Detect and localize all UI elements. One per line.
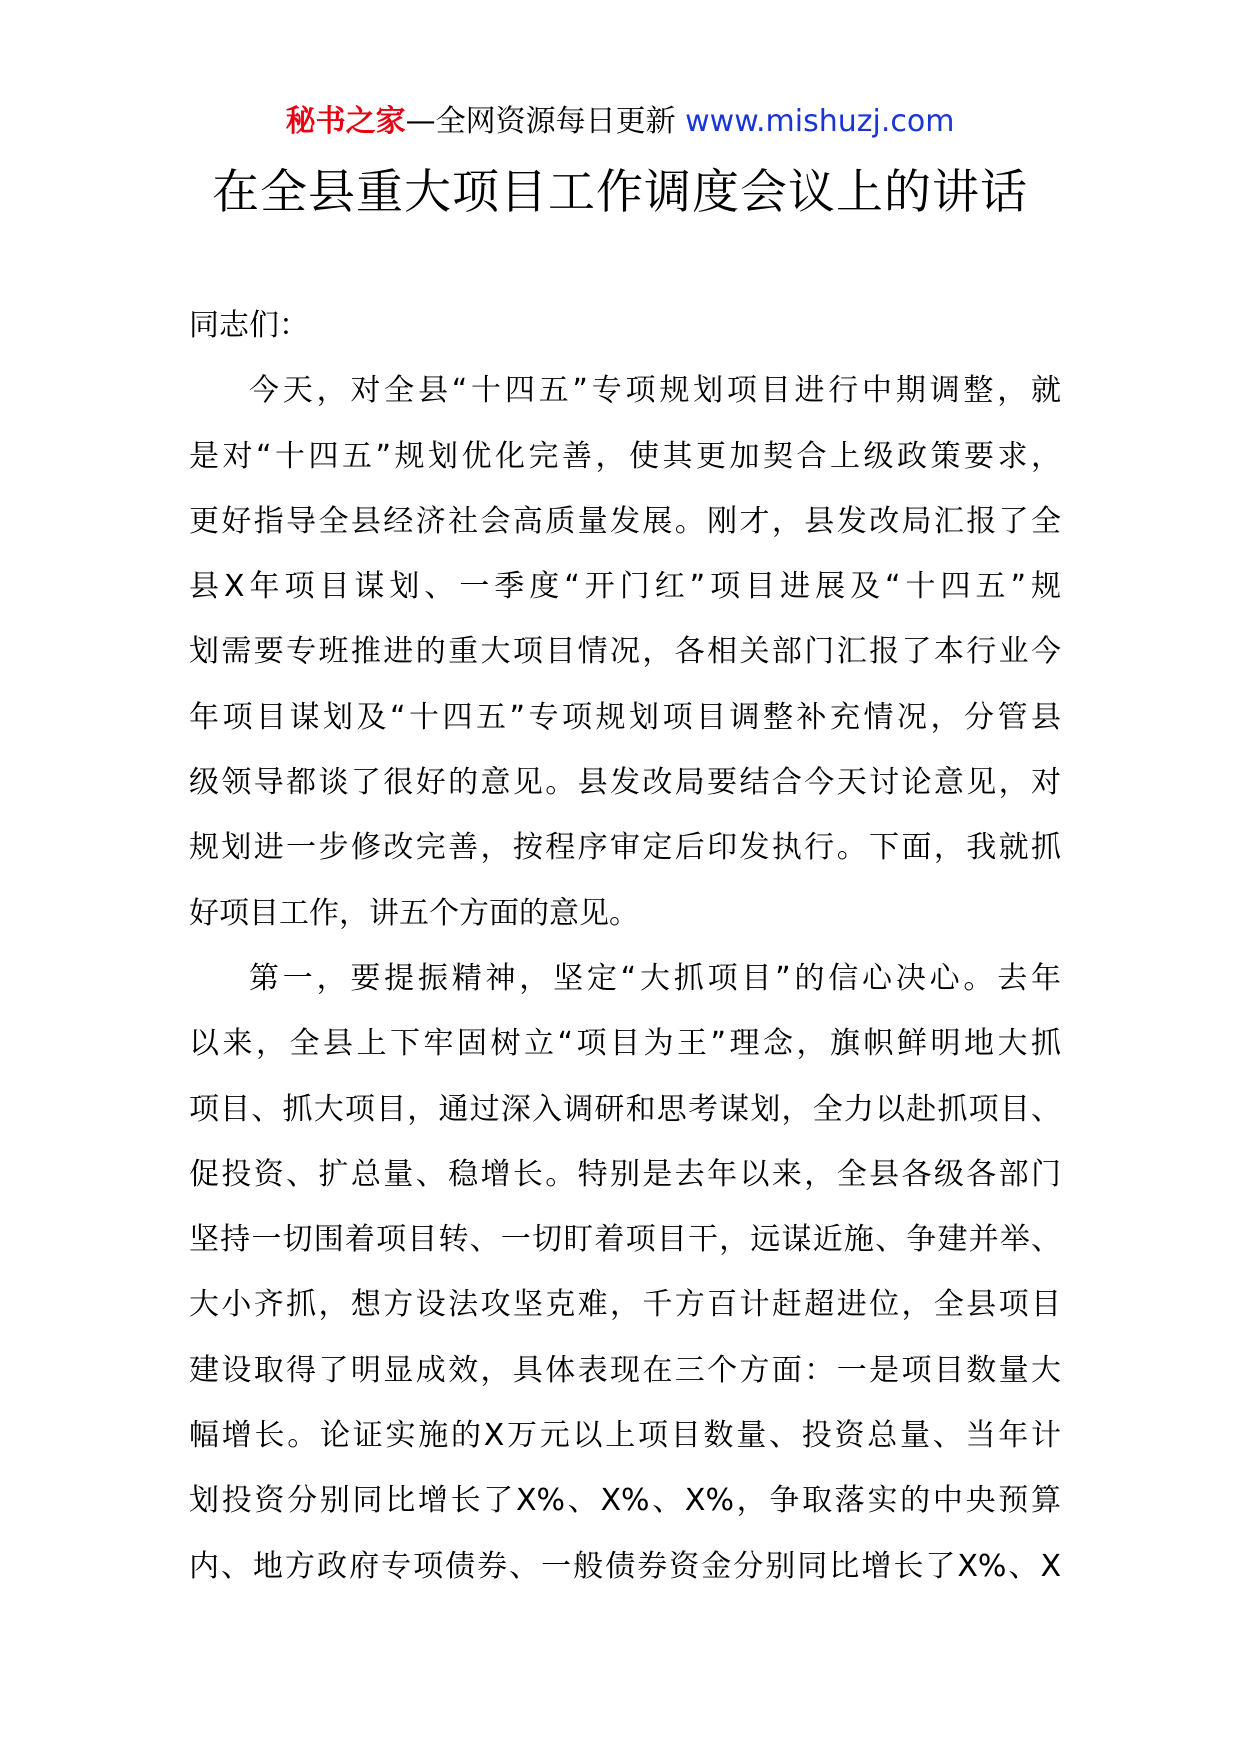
body-line: 以来，全县上下牢固树立“项目为王”理念，旗帜鲜明地大抓 xyxy=(189,1026,1061,1062)
body-line: 建设取得了明显成效，具体表现在三个方面：一是项目数量大 xyxy=(189,1352,1061,1388)
body-line: 坚持一切围着项目转、一切盯着项目干，远谋近施、争建并举、 xyxy=(189,1222,1061,1258)
body-line: 项目、抓大项目，通过深入调研和思考谋划，全力以赴抓项目、 xyxy=(189,1091,1061,1127)
body-line: 划投资分别同比增长了X%、X%、X%，争取落实的中央预算 xyxy=(189,1483,1061,1519)
body-line: 第一，要提振精神，坚定“大抓项目”的信心决心。去年 xyxy=(249,960,1061,996)
site-url-link[interactable]: www.mishuzj.com xyxy=(685,104,955,139)
body-line: 幅增长。论证实施的X万元以上项目数量、投资总量、当年计 xyxy=(189,1418,1061,1454)
body-line: 好项目工作，讲五个方面的意见。 xyxy=(189,895,639,931)
body-line: 年项目谋划及“十四五”专项规划项目调整补充情况，分管县 xyxy=(189,699,1061,735)
site-header xyxy=(0,100,1240,144)
body-line: 今天，对全县“十四五”专项规划项目进行中期调整，就 xyxy=(249,373,1061,409)
body-line: 内、地方政府专项债券、一般债券资金分别同比增长了X%、X xyxy=(189,1548,1061,1584)
body-line: 更好指导全县经济社会高质量发展。刚才，县发改局汇报了全 xyxy=(189,503,1061,539)
body-line: 是对“十四五”规划优化完善，使其更加契合上级政策要求， xyxy=(189,438,1061,474)
body-line: 规划进一步修改完善，按程序审定后印发执行。下面，我就抓 xyxy=(189,830,1061,866)
body-line: 划需要专班推进的重大项目情况，各相关部门汇报了本行业今 xyxy=(189,634,1061,670)
site-slogan: —全网资源每日更新 xyxy=(405,104,676,139)
document-title: 在全县重大项目工作调度会议上的讲话 xyxy=(212,165,1028,220)
body-line: 级领导都谈了很好的意见。县发改局要结合今天讨论意见，对 xyxy=(189,765,1061,801)
body-line: 促投资、扩总量、稳增长。特别是去年以来，全县各级各部门 xyxy=(189,1156,1061,1192)
document-body xyxy=(189,293,1061,1599)
salutation: 同志们： xyxy=(189,308,309,343)
body-line: 大小齐抓，想方设法攻坚克难，千方百计赶超进位，全县项目 xyxy=(189,1287,1061,1323)
body-line: 县X年项目谋划、一季度“开门红”项目进展及“十四五”规 xyxy=(189,569,1061,605)
brand-name: 秘书之家 xyxy=(285,104,406,139)
